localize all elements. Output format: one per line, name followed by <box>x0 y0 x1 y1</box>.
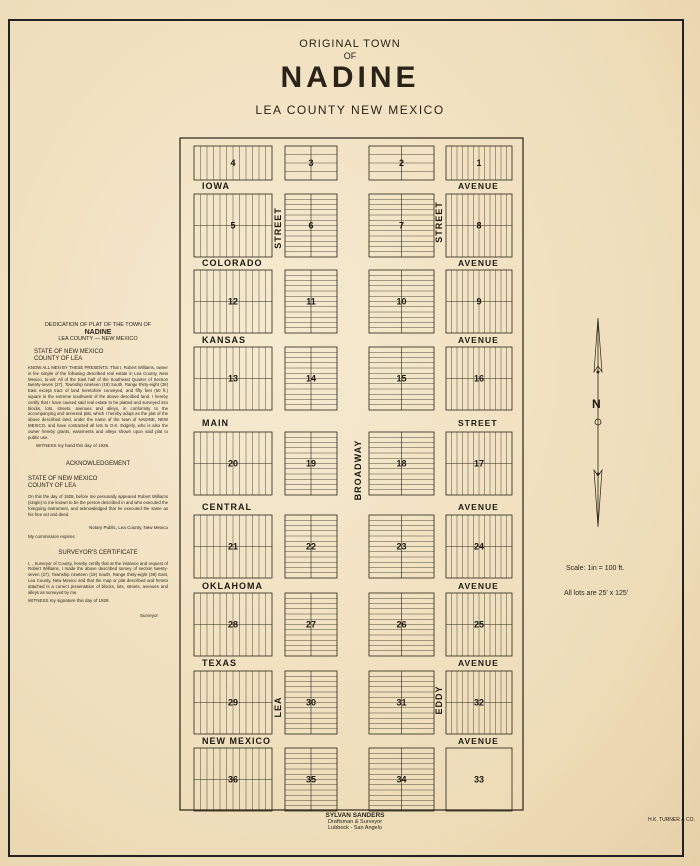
vertical-street-label: STREET <box>273 207 283 249</box>
ack-state: STATE OF NEW MEXICO <box>28 476 98 483</box>
block-number: 26 <box>396 619 407 630</box>
dedication-title: DEDICATION OF PLAT OF THE TOWN OF <box>44 322 152 328</box>
block-number: 34 <box>396 774 407 785</box>
street-label-right: AVENUE <box>458 258 499 268</box>
block-number: 4 <box>230 158 236 168</box>
vertical-street-label: LEA <box>273 696 283 718</box>
block-number: 30 <box>305 697 317 708</box>
ack-body: On this the day of 1928, before me personally appeared Robert Williams (single) to me known to be the person described in and who executed the foregoing instrument, and acknowledged that he executed the same as his free act and deed. <box>28 494 168 517</box>
street-label-left: OKLAHOMA <box>202 581 263 591</box>
commission-line: My commission expires <box>28 533 75 539</box>
dedication-block <box>28 322 168 619</box>
block-number: 35 <box>305 774 317 785</box>
block-number: 14 <box>305 373 317 384</box>
street-label-right: AVENUE <box>458 335 499 345</box>
street-label-right: AVENUE <box>458 736 499 746</box>
block-number: 33 <box>473 774 485 785</box>
block-number: 17 <box>473 458 485 469</box>
acknowledgement-title: ACKNOWLEDGEMENT <box>65 461 131 468</box>
scale-text: Scale: 1in = 100 ft. <box>566 565 625 572</box>
dedication-body: KNOW ALL MEN BY THESE PRESENTS: That I, Robert Williams, owner in fee simple of the following described real estate in Lea County, New Mexico, to-wit: All of the East half of the Southeast Quarter of Section twenty-seven (27), Township nineteen (19) South, Range thirty-eight (38) East except tract of land heretofore conveyed, and fifty feet (50 ft.) square in the extreme southwest of the above described land. I hereby certify that I have caused said real estate to be platted and surveyed into blocks, lots, streets, avenues and alleys, in conformity to the accompanying and annexed plat, which I hereby adopt as the plat of the above described land, under the name of the town of NADINE, NEW MEXICO, and have contracted all lots to O.K. Edgerly, who is also the owner hereby grants, easements and alleys shown upon said plat to public use. <box>28 365 168 440</box>
block-number: 16 <box>473 373 485 384</box>
block-number: 10 <box>396 296 407 307</box>
block-number: 27 <box>305 619 317 630</box>
surveyor-title: SURVEYOR'S CERTIFICATE <box>58 549 138 556</box>
block-number: 7 <box>398 220 405 231</box>
street-label-left: COLORADO <box>202 258 263 268</box>
block-number: 22 <box>305 541 317 552</box>
credit-name: SYLVAN SANDERS <box>325 812 385 819</box>
credit-location: Lubbock - San Angelo <box>328 825 382 831</box>
block-number: 15 <box>396 373 407 384</box>
compass-dot <box>597 371 600 374</box>
street-label-left: MAIN <box>202 418 229 428</box>
block-number: 9 <box>476 296 482 307</box>
block-number: 6 <box>308 220 314 231</box>
notary-line: Notary Public, Lea County, New Mexico <box>89 524 168 530</box>
street-label-right: AVENUE <box>458 658 499 668</box>
block-number: 2 <box>398 158 405 168</box>
title-line-1: ORIGINAL TOWN <box>299 38 401 50</box>
surveyor-witness: WITNESS my signature this day of 1928. <box>28 598 110 604</box>
street-label-left: KANSAS <box>202 335 247 345</box>
block-number: 20 <box>227 458 239 469</box>
dedication-county-lea: COUNTY OF LEA <box>34 356 83 362</box>
title-of: OF <box>343 51 357 61</box>
surveyor-body: I, , Surveyor of County, hereby certify that at the instance and request of Robert Williams, I made the above described survey of section twenty-seven (27), Township nineteen (19) South, Range thirty-eight (38) East, Lea County, New Mexico and that the map or plat described and hereto attached is a correct presentation of blocks, lots, streets, avenues and alleys as surveyed by me. <box>28 560 168 595</box>
lot-size-text: All lots are 25' x 125' <box>564 590 629 597</box>
town-name: NADINE <box>280 61 420 94</box>
block-number: 18 <box>396 458 407 469</box>
compass-n-label: N <box>592 397 601 411</box>
block-number: 36 <box>227 774 239 785</box>
publisher-stamp: H.K. TURNER & CO. <box>648 817 695 823</box>
vertical-street-label: EDDY <box>434 685 444 715</box>
dedication-witness: WITNESS my hand this day of 1928. <box>36 443 110 449</box>
street-label-left: NEW MEXICO <box>202 736 272 746</box>
vertical-street-label: STREET <box>434 201 444 243</box>
plat-boundary <box>180 138 523 810</box>
street-label-right: AVENUE <box>458 502 499 512</box>
ack-county: COUNTY OF LEA <box>28 483 77 490</box>
block-number: 24 <box>473 541 485 552</box>
dedication-county: LEA COUNTY — NEW MEXICO <box>58 336 138 342</box>
block-number: 31 <box>396 697 407 708</box>
compass-dot <box>597 473 600 476</box>
dedication-state: STATE OF NEW MEXICO <box>34 349 104 355</box>
surveyor-signature: Surveyor <box>139 613 158 619</box>
block-number: 8 <box>476 220 482 231</box>
street-label-right: AVENUE <box>458 181 499 191</box>
dedication-town: NADINE <box>84 329 112 336</box>
block-number: 21 <box>227 541 239 552</box>
block-number: 28 <box>227 619 239 630</box>
block-number: 23 <box>396 541 407 552</box>
street-label-left: IOWA <box>202 181 230 191</box>
draftsman-credit <box>300 813 410 831</box>
block-number: 12 <box>227 296 239 307</box>
street-label-right: STREET <box>458 418 498 428</box>
block-number: 25 <box>473 619 485 630</box>
street-label-right: AVENUE <box>458 581 499 591</box>
block-number: 19 <box>305 458 317 469</box>
street-label-left: TEXAS <box>202 658 238 668</box>
block-number: 11 <box>306 296 316 307</box>
credit-title: Draftsman & Surveyor <box>327 819 383 825</box>
block-number: 29 <box>227 697 239 708</box>
block-number: 1 <box>476 158 482 168</box>
block-number: 3 <box>308 158 314 168</box>
block-number: 5 <box>230 220 236 231</box>
map-subtitle: LEA COUNTY NEW MEXICO <box>255 103 445 117</box>
block-number: 32 <box>473 697 485 708</box>
block-number: 13 <box>227 373 239 384</box>
street-label-left: CENTRAL <box>202 502 252 512</box>
vertical-street-label: BROADWAY <box>353 439 363 501</box>
